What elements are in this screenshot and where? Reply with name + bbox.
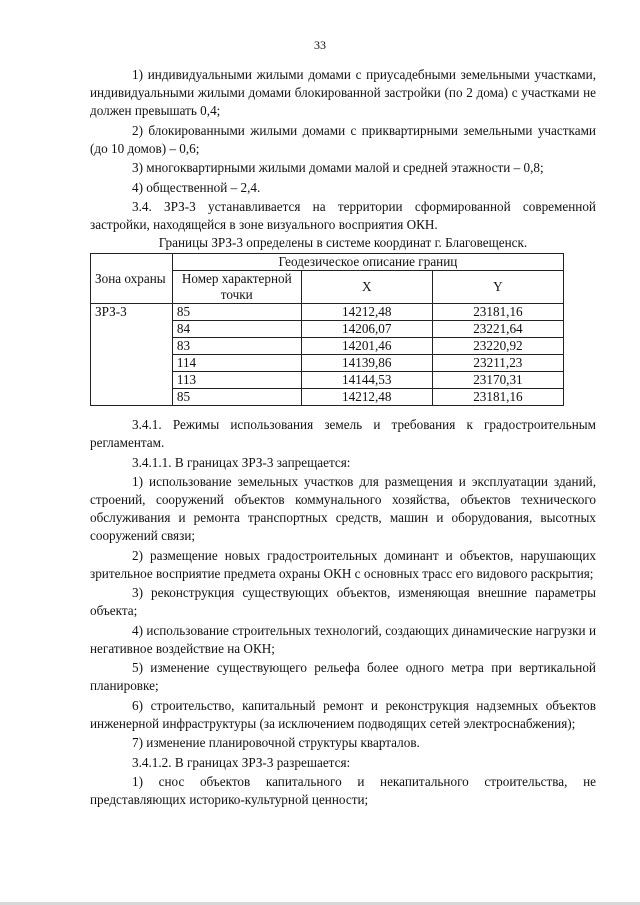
paragraph: 3.4.1.1. В границах ЗРЗ-3 запрещается: (132, 454, 351, 470)
header-y: Y (432, 271, 563, 304)
list-item: 5) изменение существующего рельефа более одного метра при вертикальной планировке; (90, 660, 596, 693)
paragraph: 3.4. ЗРЗ-3 устанавливается на территории сформированной современной застройки, находящейся в зоне визуального восприятия ОКН. (90, 199, 596, 232)
page-number: 33 (314, 38, 326, 52)
list-item: 3) реконструкция существующих объектов, изменяющая внешние параметры объекта; (90, 585, 596, 618)
table-row (91, 304, 564, 321)
boundary-coordinates-table (90, 253, 564, 406)
y-cell: 23181,16 (432, 389, 563, 406)
list-item: 2) размещение новых градостроительных доминант и объектов, нарушающих зрительное восприятие предмета охраны ОКН с основных трасс его видового раскрытия; (90, 547, 596, 581)
table-caption: Границы ЗРЗ-3 определены в системе координат г. Благовещенск. (158, 235, 528, 250)
x-cell: 14201,46 (301, 338, 432, 355)
list-item: 6) строительство, капитальный ремонт и реконструкция надземных объектов инженерной инфраструктуры (за исключением подводящих сетей электроснабжения); (90, 697, 596, 731)
table-header-row (91, 254, 564, 271)
paragraph: 3) многоквартирными жилыми домами малой и средней этажности – 0,8; (132, 160, 544, 175)
document-body (90, 66, 596, 811)
x-cell: 14144,53 (301, 372, 432, 389)
y-cell: 23220,92 (432, 338, 563, 355)
x-cell: 14139,86 (301, 355, 432, 372)
list-item: 7) изменение планировочной структуры кварталов. (132, 735, 420, 750)
point-cell: 114 (172, 355, 301, 372)
x-cell: 14212,48 (301, 304, 432, 321)
header-geodesic-description: Геодезическое описание границ (172, 254, 563, 271)
paragraph: 2) блокированными жилыми домами с приквартирными земельными участками (до 10 домов) – 0,6; (90, 122, 596, 156)
point-cell: 113 (172, 372, 301, 389)
x-cell: 14206,07 (301, 321, 432, 338)
zone-cell: ЗРЗ-3 (91, 304, 173, 406)
header-zone: Зона охраны (91, 254, 173, 304)
list-item: 4) использование строительных технологий, создающих динамические нагрузки и негативное воздействие на ОКН; (90, 622, 596, 656)
y-cell: 23221,64 (432, 321, 563, 338)
paragraph: 3.4.1. Режимы использования земель и требования к градостроительным регламентам. (90, 417, 596, 450)
header-point-number: Номер характерной точки (172, 271, 301, 304)
point-cell: 83 (172, 338, 301, 355)
x-cell: 14212,48 (301, 389, 432, 406)
y-cell: 23170,31 (432, 372, 563, 389)
paragraph: 3.4.1.2. В границах ЗРЗ-3 разрешается: (132, 754, 351, 770)
paragraph: 1) индивидуальными жилыми домами с приусадебными земельными участками, индивидуальными жилыми домами блокированной застройки (по 2 дома) с участками не должен превышать 0,4; (90, 67, 596, 118)
header-x: X (301, 271, 432, 304)
point-cell: 84 (172, 321, 301, 338)
paragraph: 4) общественной – 2,4. (132, 179, 261, 195)
point-cell: 85 (172, 389, 301, 406)
point-cell: 85 (172, 304, 301, 321)
list-item: 1) снос объектов капитального и некапитального строительства, не представляющих историко-культурной ценности; (90, 774, 596, 807)
list-item: 1) использование земельных участков для размещения и эксплуатации зданий, строений, сооружений объектов коммунального хозяйства, объектов технического обслуживания и ремонта транспортных средств, машин и оборудования, высотных сооружений связи; (90, 474, 596, 543)
y-cell: 23181,16 (432, 304, 563, 321)
y-cell: 23211,23 (432, 355, 563, 372)
